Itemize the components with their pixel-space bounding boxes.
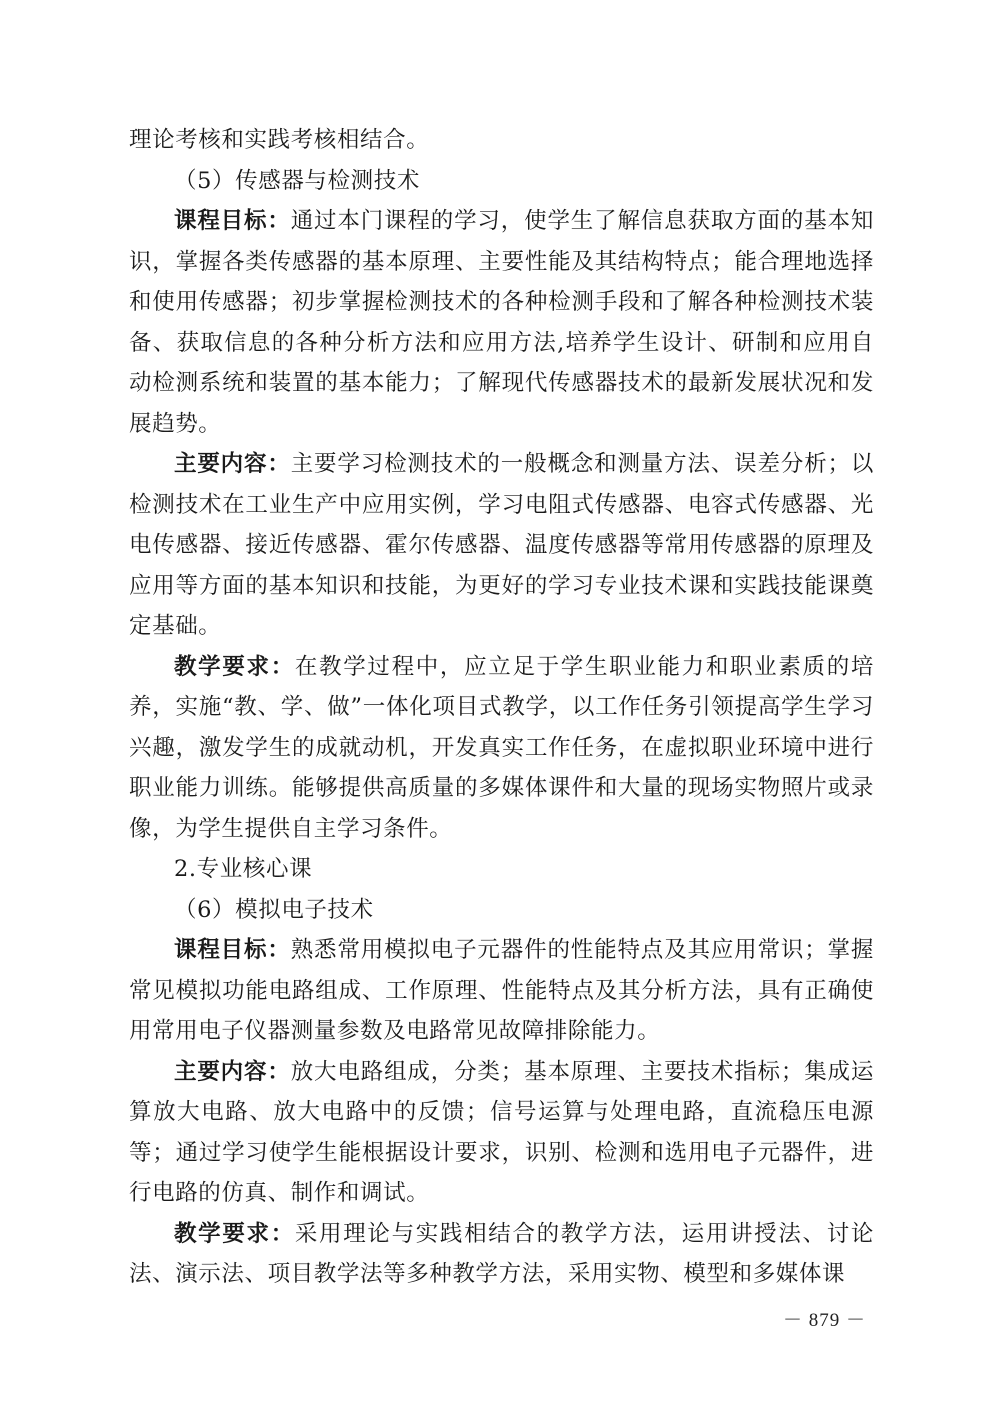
course6-req-paragraph xyxy=(129,1214,874,1295)
intro-tail-paragraph: 理论考核和实践考核相结合。 xyxy=(129,127,430,153)
course5-content-label: 主要内容： xyxy=(174,451,291,477)
course6-goal-label: 课程目标： xyxy=(174,937,291,963)
course5-content-paragraph xyxy=(129,444,874,647)
course6-goal-text: 熟悉常用模拟电子元器件的性能特点及其应用常识；掌握常见模拟功能电路组成、工作原理、性能特点及其分析方法，具有正确使用常用电子仪器测量参数及电路常见故障排除能力。 xyxy=(129,937,874,1044)
course6-goal-paragraph xyxy=(129,930,874,1052)
course6-content-label: 主要内容： xyxy=(174,1058,291,1085)
course5-req-text: 在教学过程中，应立足于学生职业能力和职业素质的培养，实施“教、学、做”一体化项目式教学，以工作任务引领提高学生学习兴趣，激发学生的成就动机，开发真实工作任务，在虚拟职业环境中进行职业能力训练。能够提供高质量的多媒体课件和大量的现场实物照片或录像，为学生提供自主学习条件。 xyxy=(129,653,874,842)
course6-req-label: 教学要求： xyxy=(174,1220,295,1247)
page-number: － 879 － xyxy=(782,1310,866,1331)
course5-req-paragraph xyxy=(129,647,874,850)
course5-goal-text: 通过本门课程的学习，使学生了解信息获取方面的基本知识，掌握各类传感器的基本原理、主要性能及其结构特点；能合理地选择和使用传感器；初步掌握检测技术的各种检测手段和了解各种检测技术装备、获取信息的各种分析方法和应用方法,培养学生设计、研制和应用自动检测系统和装置的基本能力；了解现代传感器技术的最新发展状况和发展趋势。 xyxy=(129,208,874,437)
course6-heading: （6）模拟电子技术 xyxy=(174,896,374,923)
course5-heading: （5）传感器与检测技术 xyxy=(174,167,420,194)
document-body xyxy=(129,120,874,1295)
course5-goal-paragraph xyxy=(129,201,874,444)
course6-content-text: 放大电路组成，分类；基本原理、主要技术指标；集成运算放大电路、放大电路中的反馈；信号运算与处理电路，直流稳压电源等；通过学习使学生能根据设计要求，识别、检测和选用电子元器件，进行电路的仿真、制作和调试。 xyxy=(129,1058,874,1206)
course6-content-paragraph xyxy=(129,1052,874,1214)
course5-goal-label: 课程目标： xyxy=(174,208,291,234)
course6-req-text: 采用理论与实践相结合的教学方法，运用讲授法、讨论法、演示法、项目教学法等多种教学方法，采用实物、模型和多媒体课 xyxy=(129,1220,874,1287)
section2-heading: 2.专业核心课 xyxy=(174,856,313,882)
course5-req-label: 教学要求： xyxy=(174,653,295,680)
course5-content-text: 主要学习检测技术的一般概念和测量方法、误差分析；以检测技术在工业生产中应用实例，学习电阻式传感器、电容式传感器、光电传感器、接近传感器、霍尔传感器、温度传感器等常用传感器的原理及应用等方面的基本知识和技能，为更好的学习专业技术课和实践技能课奠定基础。 xyxy=(129,451,874,639)
